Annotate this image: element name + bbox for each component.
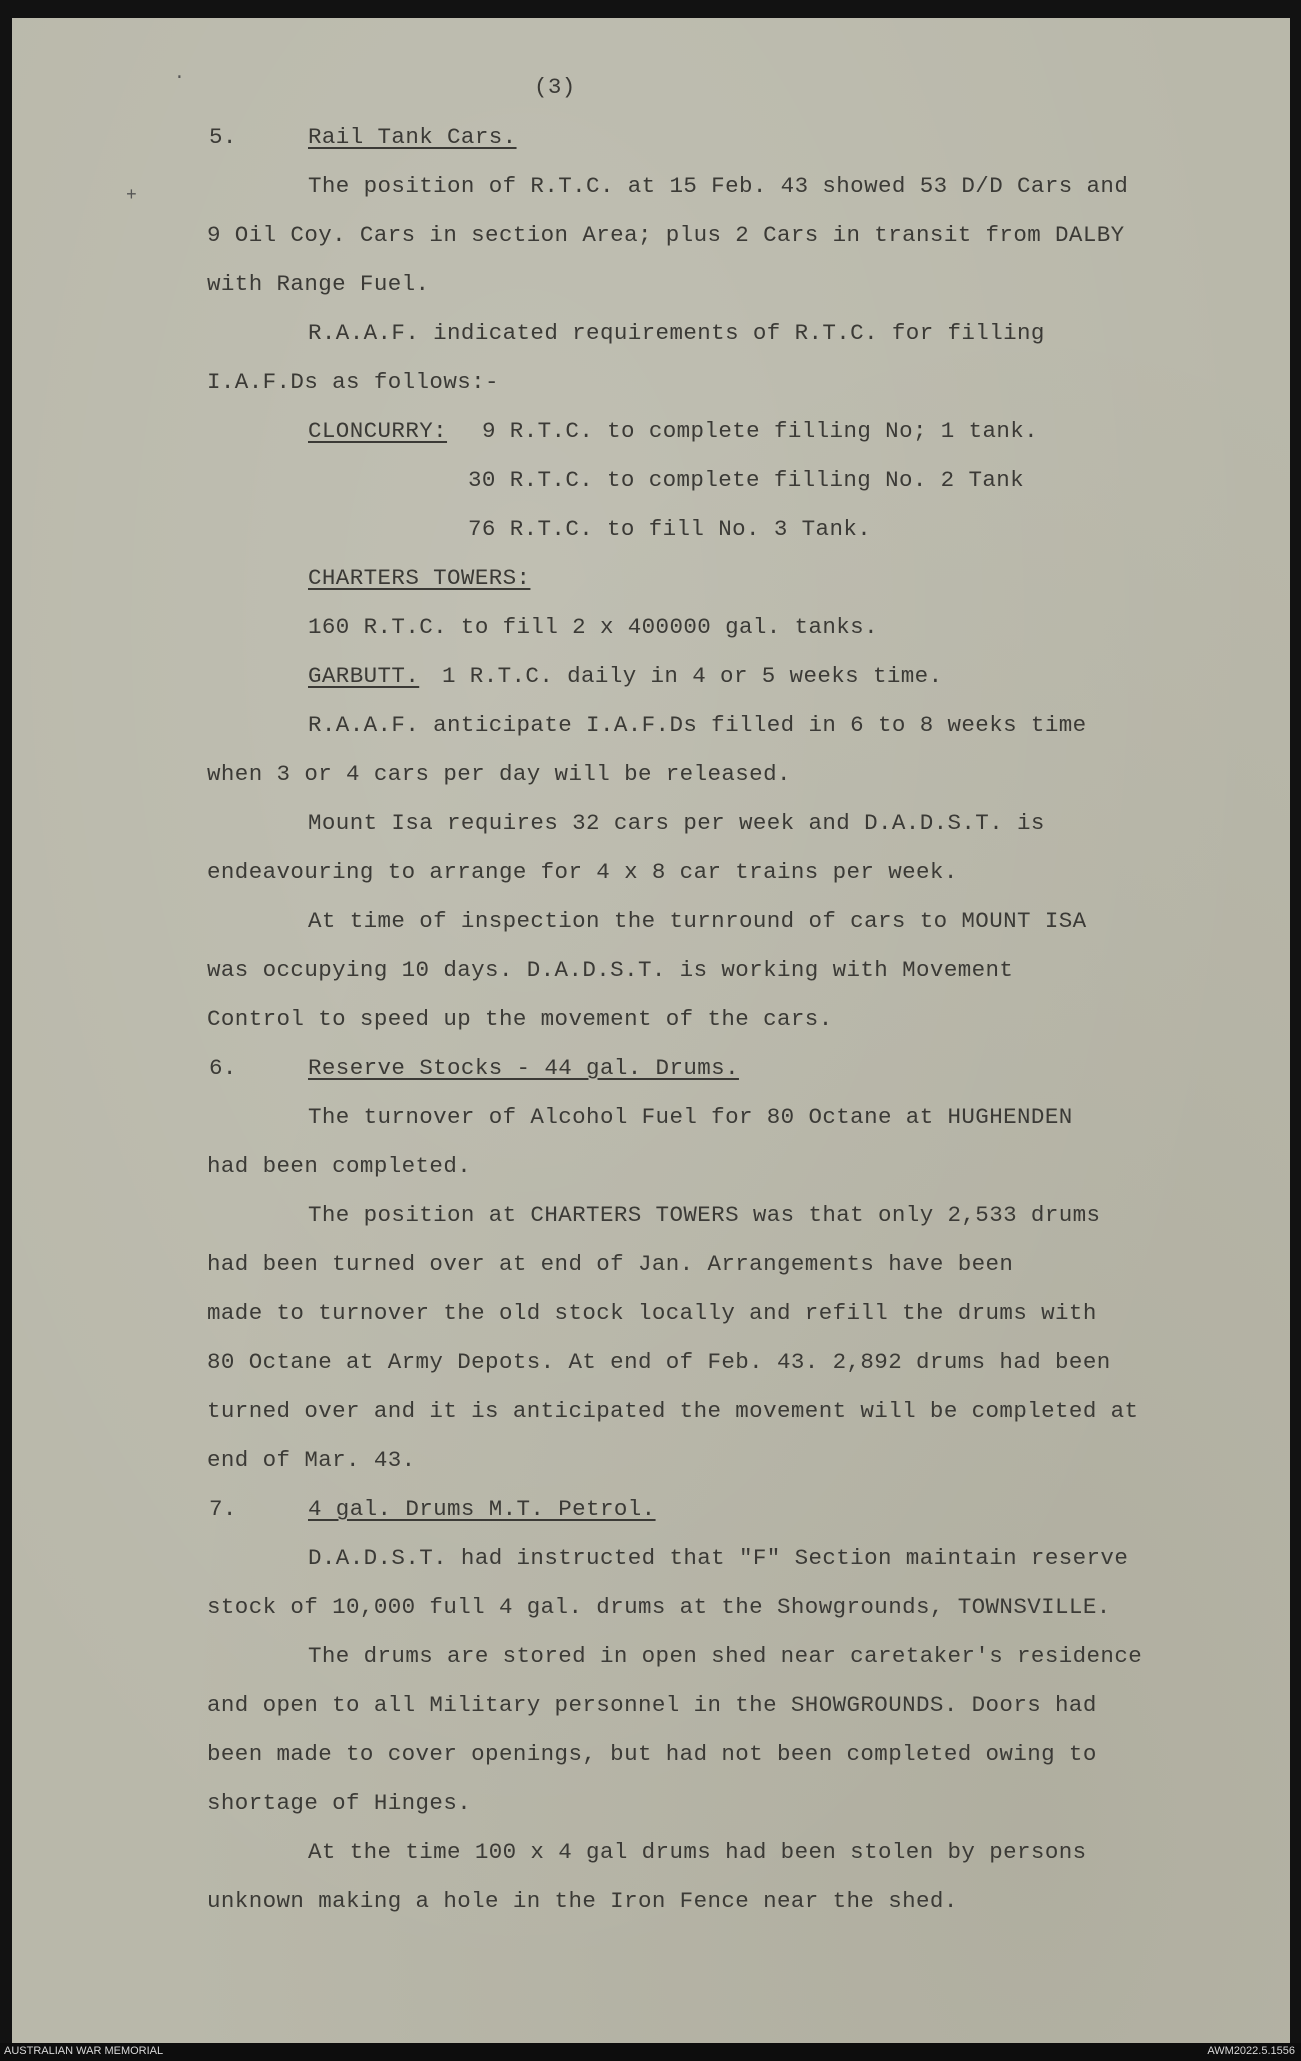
margin-mark: · <box>174 68 185 88</box>
body-line: 30 R.T.C. to complete filling No. 2 Tank <box>468 467 1025 493</box>
body-line: The position of R.T.C. at 15 Feb. 43 showed 53 D/D Cars and <box>308 173 1129 199</box>
section-number: 6. <box>209 1055 237 1081</box>
body-line: R.A.A.F. indicated requirements of R.T.C. for filling <box>308 320 1045 346</box>
body-line: At time of inspection the turnround of cars to MOUNT ISA <box>308 908 1087 934</box>
body-line: with Range Fuel. <box>207 271 430 297</box>
section-heading: Reserve Stocks - 44 gal. Drums. <box>308 1055 739 1081</box>
body-line: 160 R.T.C. to fill 2 x 400000 gal. tanks. <box>308 614 878 640</box>
location-label: GARBUTT. <box>308 663 420 689</box>
section-heading: Rail Tank Cars. <box>308 124 517 150</box>
page-number: (3) <box>534 74 576 100</box>
body-line: was occupying 10 days. D.A.D.S.T. is working with Movement <box>207 957 1014 983</box>
body-line: I.A.F.Ds as follows:- <box>207 369 499 395</box>
document-page <box>12 18 1290 2043</box>
body-line: 9 Oil Coy. Cars in section Area; plus 2 Cars in transit from DALBY <box>207 222 1125 248</box>
location-label: CHARTERS TOWERS: <box>308 565 531 591</box>
body-line: endeavouring to arrange for 4 x 8 car trains per week. <box>207 859 958 885</box>
archive-footer <box>0 2043 1301 2061</box>
location-label: CLONCURRY: <box>308 418 448 444</box>
body-line: made to turnover the old stock locally and refill the drums with <box>207 1300 1097 1326</box>
section-heading: 4 gal. Drums M.T. Petrol. <box>308 1496 656 1522</box>
body-line: At the time 100 x 4 gal drums had been stolen by persons <box>308 1839 1087 1865</box>
body-line: Mount Isa requires 32 cars per week and D.A.D.S.T. is <box>308 810 1045 836</box>
body-line: The position at CHARTERS TOWERS was that only 2,533 drums <box>308 1202 1101 1228</box>
body-line: stock of 10,000 full 4 gal. drums at the Showgrounds, TOWNSVILLE. <box>207 1594 1111 1620</box>
body-line: 9 R.T.C. to complete filling No; 1 tank. <box>482 418 1039 444</box>
body-line: 80 Octane at Army Depots. At end of Feb. 43. 2,892 drums had been <box>207 1349 1111 1375</box>
section-number: 7. <box>209 1496 237 1522</box>
body-line: been made to cover openings, but had not been completed owing to <box>207 1741 1097 1767</box>
body-line: unknown making a hole in the Iron Fence near the shed. <box>207 1888 958 1914</box>
archive-name: AUSTRALIAN WAR MEMORIAL <box>4 2045 164 2057</box>
margin-mark: + <box>126 186 137 206</box>
body-line: D.A.D.S.T. had instructed that "F" Section maintain reserve <box>308 1545 1129 1571</box>
body-line: end of Mar. 43. <box>207 1447 416 1473</box>
body-line: 1 R.T.C. daily in 4 or 5 weeks time. <box>442 663 943 689</box>
body-line: and open to all Military personnel in the SHOWGROUNDS. Doors had <box>207 1692 1097 1718</box>
body-line: R.A.A.F. anticipate I.A.F.Ds filled in 6 to 8 weeks time <box>308 712 1087 738</box>
body-line: had been turned over at end of Jan. Arrangements have been <box>207 1251 1014 1277</box>
body-line: turned over and it is anticipated the movement will be completed at <box>207 1398 1139 1424</box>
body-line: Control to speed up the movement of the cars. <box>207 1006 833 1032</box>
body-line: The drums are stored in open shed near caretaker's residence <box>308 1643 1143 1669</box>
body-line: The turnover of Alcohol Fuel for 80 Octane at HUGHENDEN <box>308 1104 1073 1130</box>
body-line: had been completed. <box>207 1153 472 1179</box>
body-line: 76 R.T.C. to fill No. 3 Tank. <box>468 516 872 542</box>
body-line: shortage of Hinges. <box>207 1790 472 1816</box>
archive-reference: AWM2022.5.1556 <box>1207 2045 1295 2057</box>
body-line: when 3 or 4 cars per day will be released. <box>207 761 791 787</box>
section-number: 5. <box>209 124 237 150</box>
